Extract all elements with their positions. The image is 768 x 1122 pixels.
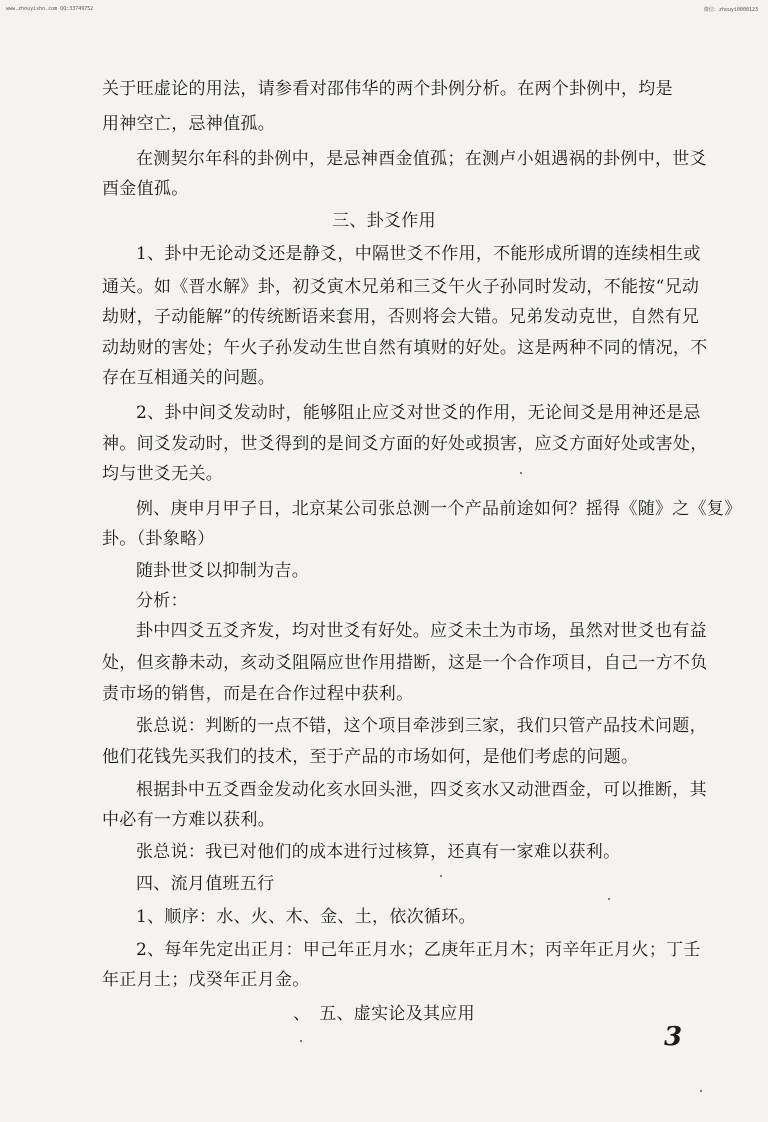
text-line: 处，但亥静未动，亥动爻阻隔应世作用措断，这是一个合作项目，自己一方不负 [102, 653, 708, 673]
text-line: 四、流月值班五行 [136, 874, 275, 894]
text-line: 分析： [136, 591, 188, 611]
text-line: 张总说：我已对他们的成本进行过核算，还真有一家难以获利。 [136, 842, 621, 862]
text-line: 卦中四爻五爻齐发，均对世爻有好处。应爻未土为市场，虽然对世爻也有益 [136, 621, 707, 641]
text-line: 2、每年先定出正月：甲己年正月水；乙庚年正月木；丙辛年正月火；丁壬 [136, 940, 701, 960]
text-line: 劫财，子动能解”的传统断语来套用，否则将会大错。兄弟发动克世，自然有兄 [102, 307, 700, 327]
text-line: 责市场的销售，而是在合作过程中获利。 [102, 684, 414, 704]
section-heading: 、 五、虚实论及其应用 [293, 1004, 475, 1024]
text-line: 动劫财的害处；午火子孙发动生世自然有填财的好处。这是两种不同的情况，不 [102, 338, 708, 358]
text-line: 存在互相通关的问题。 [102, 368, 275, 388]
page-number: 3 [664, 1022, 683, 1052]
text-line: 张总说：判断的一点不错，这个项目牵涉到三家，我们只管产品技术问题， [136, 716, 707, 736]
text-line: 中必有一方难以获利。 [102, 810, 275, 830]
scan-speck [300, 1040, 302, 1042]
header-right: 微信：zhouyi0000123 [703, 7, 758, 13]
scan-speck [700, 1090, 702, 1092]
scan-speck [520, 472, 522, 474]
text-line: 他们花钱先买我们的技术，至于产品的市场如何，是他们考虑的问题。 [102, 747, 639, 767]
text-line: 神。间爻发动时，世爻得到的是间爻方面的好处或损害，应爻方面好处或害处， [102, 434, 708, 454]
text-line: 通关。如《晋水解》卦，初爻寅木兄弟和三爻午火子孙同时发动，不能按“兄动 [102, 277, 700, 297]
text-line: 在测契尔年科的卦例中，是忌神酉金值孤；在测卢小姐遇祸的卦例中，世爻 [136, 149, 707, 169]
text-line: 关于旺虚论的用法，请参看对邵伟华的两个卦例分析。在两个卦例中，均是 [102, 79, 673, 99]
text-line: 例、庚申月甲子日，北京某公司张总测一个产品前途如何？摇得《随》之《复》 [136, 499, 742, 519]
section-heading: 三、卦爻作用 [332, 211, 436, 231]
text-line: 1、顺序：水、火、木、金、土，依次循环。 [136, 907, 476, 927]
text-line: 年正月土；戊癸年正月金。 [102, 970, 310, 990]
header-left: www.zhouyisho.com QQ:33749752 [6, 6, 94, 12]
text-line: 酉金值孤。 [102, 179, 189, 199]
text-line: 均与世爻无关。 [102, 464, 224, 484]
scan-speck [440, 875, 442, 877]
text-line: 根据卦中五爻酉金发动化亥水回头泄，四爻亥水又动泄酉金，可以推断，其 [136, 780, 707, 800]
text-line: 用神空亡，忌神值孤。 [102, 114, 275, 134]
scan-speck [608, 898, 610, 900]
text-line: 随卦世爻以抑制为吉。 [136, 561, 309, 581]
text-line: 1、卦中无论动爻还是静爻，中隔世爻不作用，不能形成所谓的连续相生或 [136, 244, 701, 264]
text-line: 卦。（卦象略） [102, 529, 215, 549]
text-line: 2、卦中间爻发动时，能够阻止应爻对世爻的作用，无论间爻是用神还是忌 [136, 403, 701, 423]
